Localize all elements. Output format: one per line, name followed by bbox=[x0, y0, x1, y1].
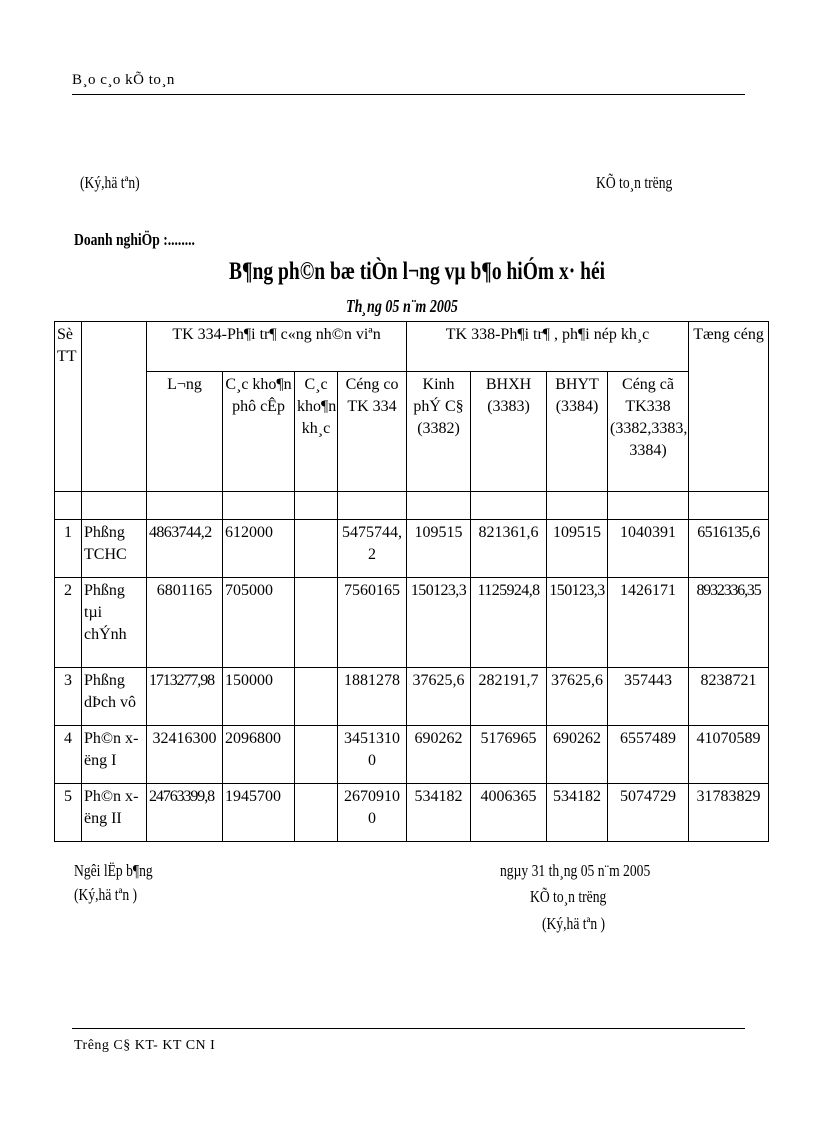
cell-luong: 6801165 bbox=[147, 578, 223, 668]
cell-khac bbox=[295, 578, 338, 668]
cell-bhxh: 4006365 bbox=[471, 784, 547, 842]
cell-khac bbox=[295, 520, 338, 578]
page-title: B¶ng ph©n bæ tiÒn l¬ng vµ b¶o hiÓm x· héi bbox=[229, 258, 606, 285]
table-row bbox=[55, 578, 769, 668]
cell-cong-334: 1881278 bbox=[338, 668, 407, 726]
cell-name: Phßng dÞch vô bbox=[82, 668, 147, 726]
header-total: Tæng céng bbox=[689, 322, 769, 492]
cell-kpcd: 109515 bbox=[407, 520, 471, 578]
table-row bbox=[55, 784, 769, 842]
cell-luong: 32416300 bbox=[147, 726, 223, 784]
header-luong: L¬ng bbox=[147, 372, 223, 492]
cell-cong-334: 2670910 0 bbox=[338, 784, 407, 842]
cell-cong-338: 1040391 bbox=[608, 520, 689, 578]
cell-stt: 3 bbox=[55, 668, 82, 726]
cell-kpcd: 690262 bbox=[407, 726, 471, 784]
cell-khac bbox=[295, 668, 338, 726]
cell-cong-334: 7560165 bbox=[338, 578, 407, 668]
cell-total: 6516135,6 bbox=[689, 520, 769, 578]
header-khoan-khac: C¸c kho¶n kh¸c bbox=[295, 372, 338, 492]
cell-cong-338: 357443 bbox=[608, 668, 689, 726]
report-date: ngµy 31 th¸ng 05 n¨m 2005 bbox=[500, 861, 651, 880]
cell-total: 31783829 bbox=[689, 784, 769, 842]
cell-bhxh: 1125924,8 bbox=[471, 578, 547, 668]
signer-left-top: (Ký,hä tªn) bbox=[80, 173, 140, 192]
chief-accountant-sign: (Ký,hä tªn ) bbox=[542, 914, 606, 933]
cell-name: Ph©n xëng II bbox=[82, 784, 147, 842]
cell-bhyt: 109515 bbox=[547, 520, 608, 578]
preparer-title: Ngêi lËp b¶ng bbox=[74, 861, 153, 880]
header-name bbox=[82, 322, 147, 492]
cell-luong: 24763399,8 bbox=[147, 784, 223, 842]
cell-cong-338: 6557489 bbox=[608, 726, 689, 784]
table-empty-row bbox=[55, 492, 769, 520]
chief-accountant-title: KÕ to¸n trëng bbox=[530, 887, 607, 906]
table-header-row-2 bbox=[55, 372, 769, 492]
cell-bhyt: 150123,3 bbox=[547, 578, 608, 668]
preparer-sign: (Ký,hä tªn ) bbox=[74, 885, 138, 904]
header-rule bbox=[72, 94, 745, 95]
cell-khac bbox=[295, 784, 338, 842]
cell-luong: 1713277,98 bbox=[147, 668, 223, 726]
cell-stt: 4 bbox=[55, 726, 82, 784]
cell-total: 41070589 bbox=[689, 726, 769, 784]
cell-phu-cap: 612000 bbox=[223, 520, 295, 578]
header-group-338: TK 338-Ph¶i tr¶ , ph¶i nép kh¸c bbox=[407, 322, 689, 372]
company-label: Doanh nghiÖp :........ bbox=[74, 230, 195, 249]
cell-name: Ph©n xëng I bbox=[82, 726, 147, 784]
cell-bhyt: 690262 bbox=[547, 726, 608, 784]
footer-rule bbox=[72, 1028, 745, 1029]
cell-cong-334: 5475744, 2 bbox=[338, 520, 407, 578]
cell-luong: 4863744,2 bbox=[147, 520, 223, 578]
cell-bhxh: 282191,7 bbox=[471, 668, 547, 726]
cell-kpcd: 37625,6 bbox=[407, 668, 471, 726]
page-footer: Trêng C§ KT- KT CN I bbox=[74, 1038, 216, 1053]
cell-kpcd: 150123,3 bbox=[407, 578, 471, 668]
page-subtitle: Th¸ng 05 n¨m 2005 bbox=[346, 296, 458, 316]
cell-bhxh: 821361,6 bbox=[471, 520, 547, 578]
cell-kpcd: 534182 bbox=[407, 784, 471, 842]
cell-stt: 5 bbox=[55, 784, 82, 842]
cell-name: Phßng tµi chÝnh bbox=[82, 578, 147, 668]
cell-bhyt: 534182 bbox=[547, 784, 608, 842]
cell-phu-cap: 705000 bbox=[223, 578, 295, 668]
cell-phu-cap: 1945700 bbox=[223, 784, 295, 842]
header-bhyt: BHYT (3384) bbox=[547, 372, 608, 492]
cell-total: 8932336,35 bbox=[689, 578, 769, 668]
cell-stt: 2 bbox=[55, 578, 82, 668]
allocation-table bbox=[54, 321, 769, 842]
header-stt: Sè TT bbox=[55, 322, 82, 492]
cell-phu-cap: 2096800 bbox=[223, 726, 295, 784]
table-row bbox=[55, 520, 769, 578]
header-kpcd: Kinh phÝ C§ (3382) bbox=[407, 372, 471, 492]
header-cong-338: Céng cã TK338 (3382,3383, 3384) bbox=[608, 372, 689, 492]
page-header: B¸o c¸o kÕ to¸n bbox=[72, 72, 175, 88]
cell-stt: 1 bbox=[55, 520, 82, 578]
header-phu-cap: C¸c kho¶n phô cÊp bbox=[223, 372, 295, 492]
cell-khac bbox=[295, 726, 338, 784]
header-group-334: TK 334-Ph¶i tr¶ c«ng nh©n viªn bbox=[147, 322, 407, 372]
cell-cong-338: 5074729 bbox=[608, 784, 689, 842]
cell-cong-334: 3451310 0 bbox=[338, 726, 407, 784]
cell-bhxh: 5176965 bbox=[471, 726, 547, 784]
header-cong-334: Céng co TK 334 bbox=[338, 372, 407, 492]
table-header-row-1 bbox=[55, 322, 769, 372]
table-row bbox=[55, 668, 769, 726]
chief-accountant-top: KÕ to¸n trëng bbox=[596, 173, 673, 192]
cell-phu-cap: 150000 bbox=[223, 668, 295, 726]
header-bhxh: BHXH (3383) bbox=[471, 372, 547, 492]
cell-cong-338: 1426171 bbox=[608, 578, 689, 668]
cell-name: Phßng TCHC bbox=[82, 520, 147, 578]
cell-total: 8238721 bbox=[689, 668, 769, 726]
table-row bbox=[55, 726, 769, 784]
cell-bhyt: 37625,6 bbox=[547, 668, 608, 726]
